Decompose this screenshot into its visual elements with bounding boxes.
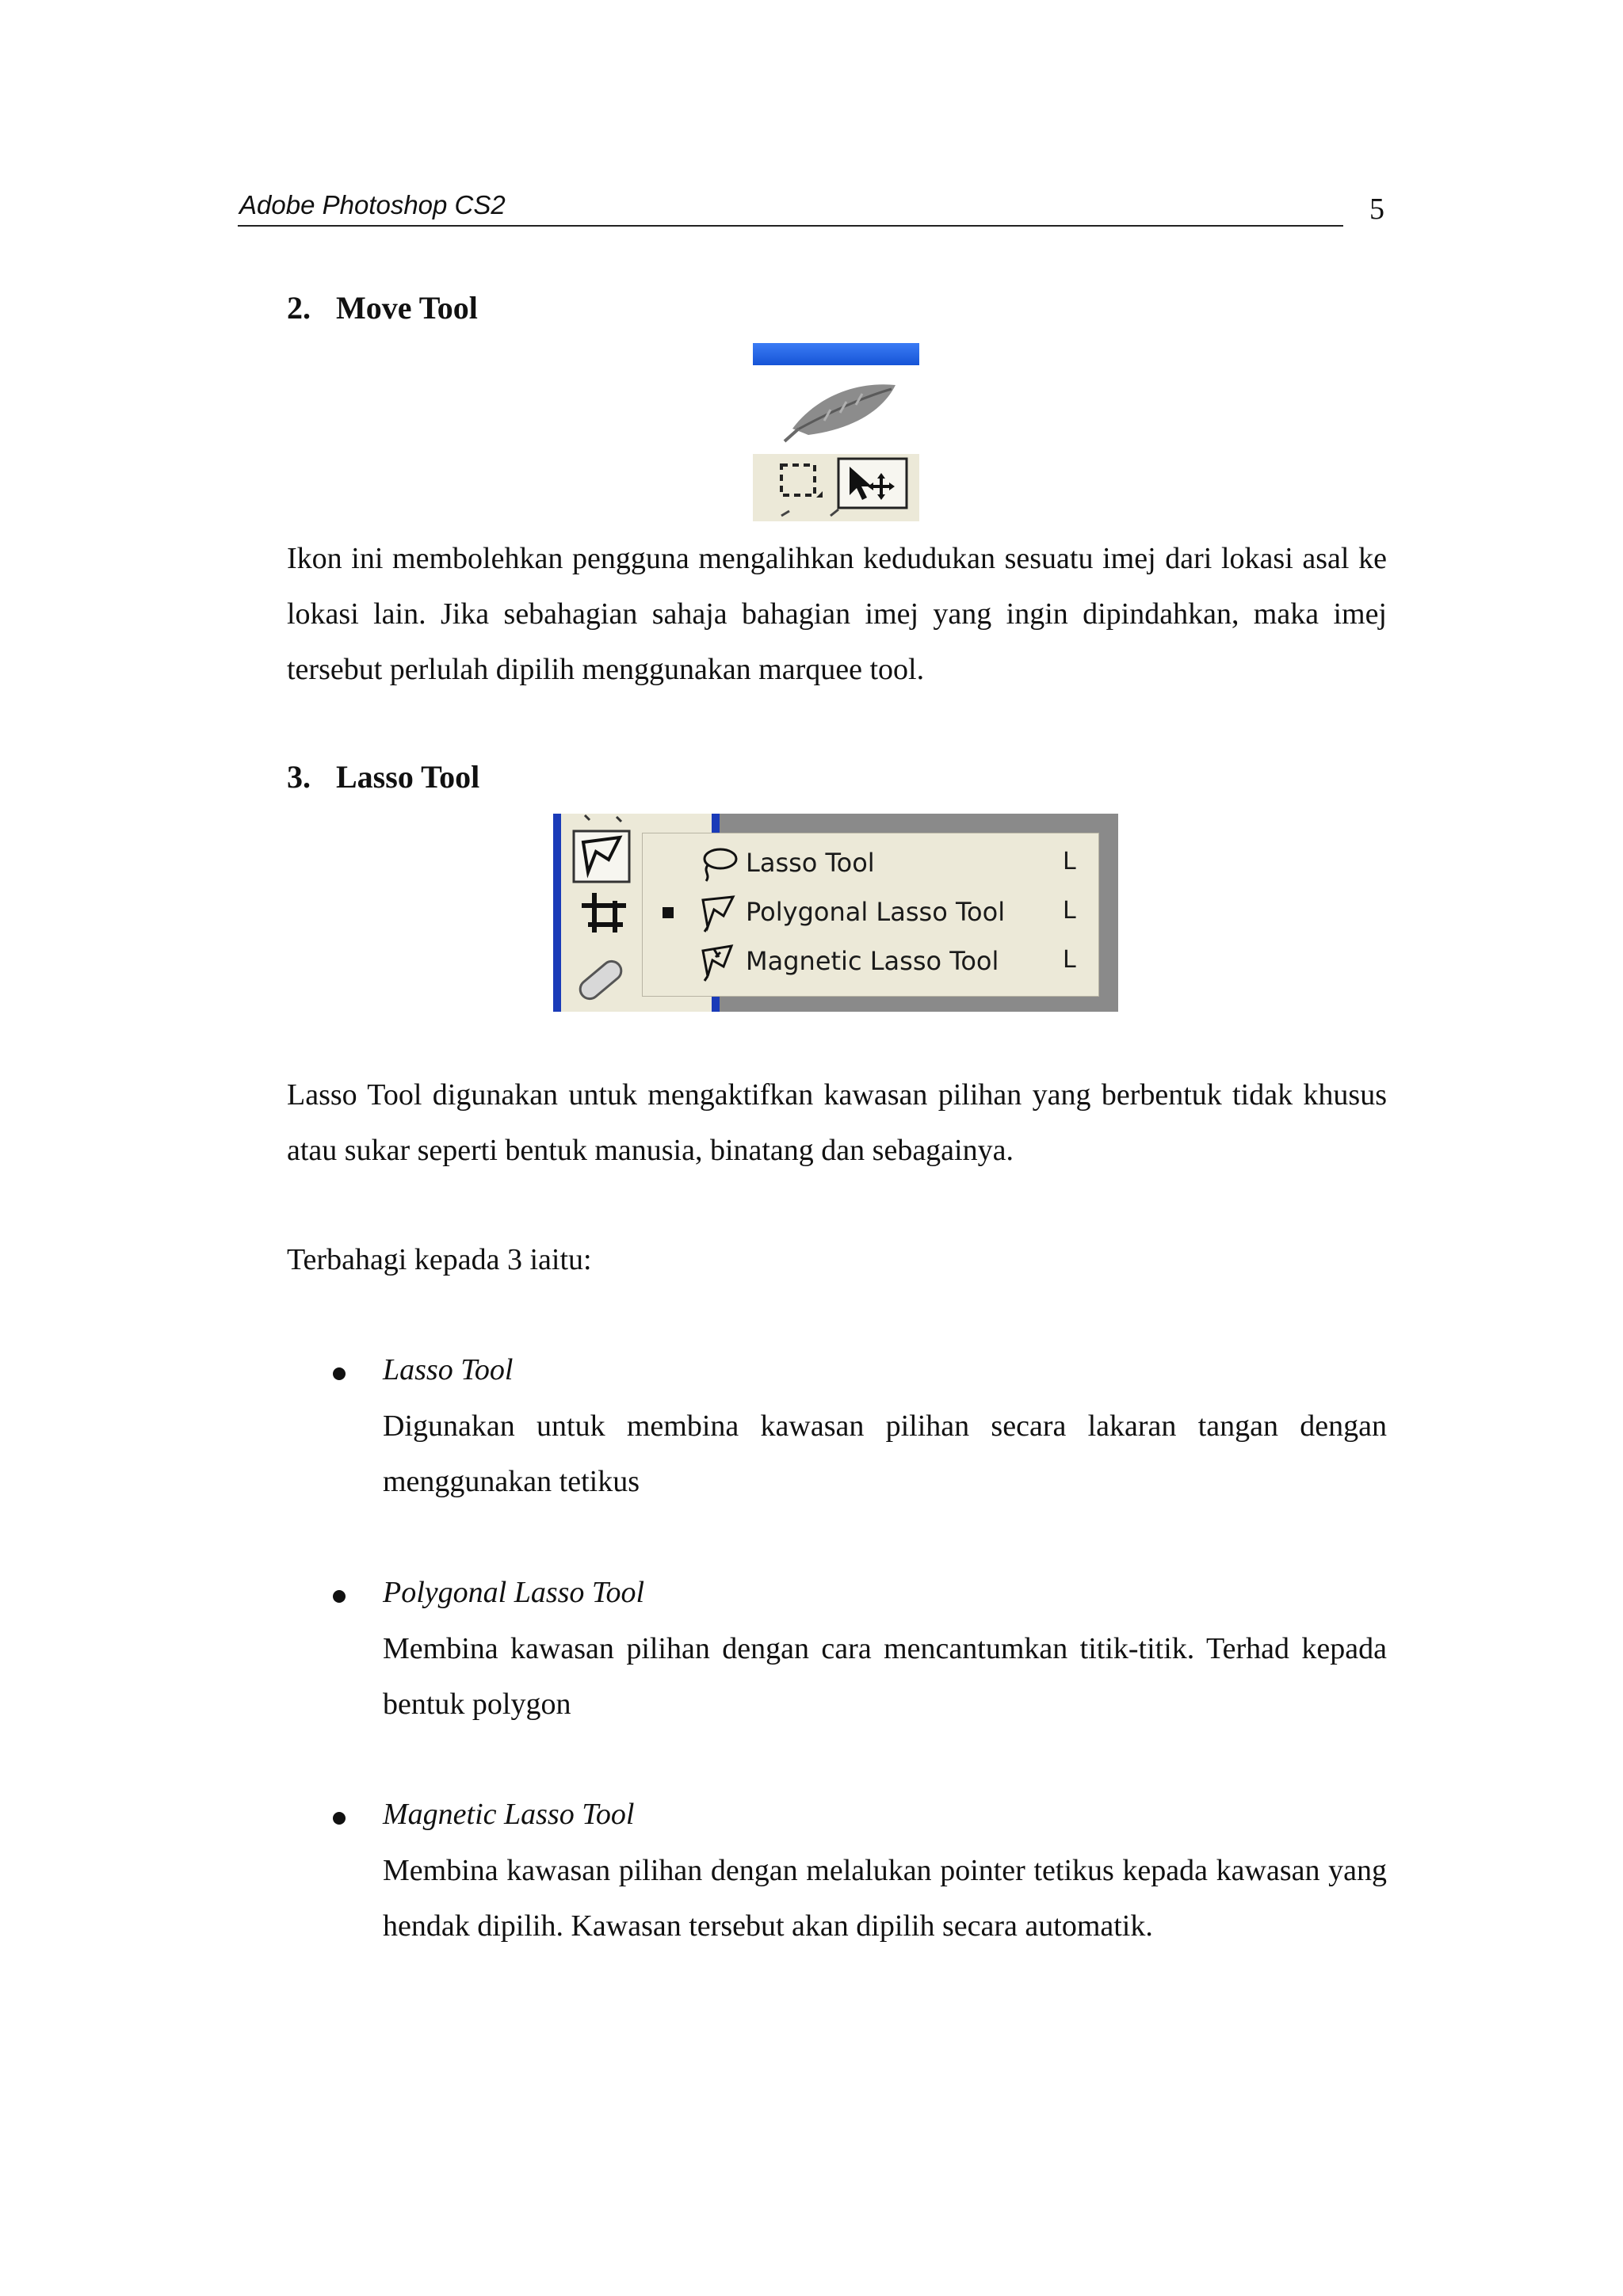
toolbox-border-left — [553, 814, 561, 1012]
marquee-icon — [753, 454, 919, 521]
list-item-description: Membina kawasan pilihan dengan melalukan pointer tetikus kepada kawasan yang hendak dipilih. Kawasan tersebut akan dipilih secara automatik. — [383, 1854, 1387, 1943]
lasso-intro-text: Terbahagi kepada 3 iaitu: — [287, 1243, 592, 1276]
section-title: Lasso Tool — [336, 759, 480, 795]
toolbox-titlebar — [753, 343, 919, 365]
lasso-tool-paragraph: Lasso Tool digunakan untuk mengaktifkan kawasan pilihan yang berbentuk tidak khusus atau sukar seperti bentuk manusia, binatang dan sebagainya. — [287, 1078, 1387, 1167]
section-number: 2. — [287, 290, 311, 326]
selected-marker-icon — [663, 907, 674, 918]
lasso-flyout-menu — [642, 833, 1099, 997]
menu-item-shortcut: L — [1063, 946, 1076, 974]
lasso-tool-screenshot — [553, 814, 1118, 1012]
list-item-title: Lasso Tool — [383, 1353, 514, 1386]
move-tool-screenshot — [753, 343, 919, 521]
menu-item-shortcut: L — [1063, 848, 1076, 875]
menu-item-label: Magnetic Lasso Tool — [746, 946, 999, 976]
feather-logo — [753, 365, 919, 454]
bullet-icon — [333, 1812, 346, 1825]
bullet-icon — [333, 1590, 346, 1603]
menu-item-magnetic-lasso-tool[interactable] — [643, 938, 1098, 986]
menu-item-label: Polygonal Lasso Tool — [746, 897, 1006, 927]
page-number: 5 — [1369, 193, 1384, 226]
magnetic-lasso-icon — [697, 941, 739, 982]
section-title: Move Tool — [336, 290, 478, 326]
section-heading-lasso-tool — [287, 758, 479, 795]
list-item-title: Polygonal Lasso Tool — [383, 1576, 645, 1609]
menu-item-polygonal-lasso-tool[interactable] — [643, 889, 1098, 936]
toolbox-tool-row — [753, 454, 919, 521]
move-tool-paragraph: Ikon ini membolehkan pengguna mengalihkan kedudukan sesuatu imej dari lokasi asal ke lokasi lain. Jika sebahagian sahaja bahagian imej yang ingin dipindahkan, maka imej tersebut perlulah dipilih menggunakan marquee tool. — [287, 542, 1387, 686]
menu-item-shortcut: L — [1063, 897, 1076, 925]
menu-item-lasso-tool[interactable] — [643, 840, 1098, 887]
list-item-description: Digunakan untuk membina kawasan pilihan secara lakaran tangan dengan menggunakan tetikus — [383, 1409, 1387, 1498]
list-item-description: Membina kawasan pilihan dengan cara mencantumkan titik-titik. Terhad kepada bentuk polygon — [383, 1632, 1387, 1721]
header-title: Adobe Photoshop CS2 — [239, 190, 506, 219]
page-header — [238, 190, 1343, 227]
polygonal-lasso-icon — [697, 892, 739, 933]
menu-item-label: Lasso Tool — [746, 848, 875, 878]
list-item-title: Magnetic Lasso Tool — [383, 1798, 635, 1831]
section-heading-move-tool — [287, 289, 478, 326]
bullet-icon — [333, 1367, 346, 1380]
lasso-icon — [697, 843, 739, 884]
section-number: 3. — [287, 759, 311, 795]
